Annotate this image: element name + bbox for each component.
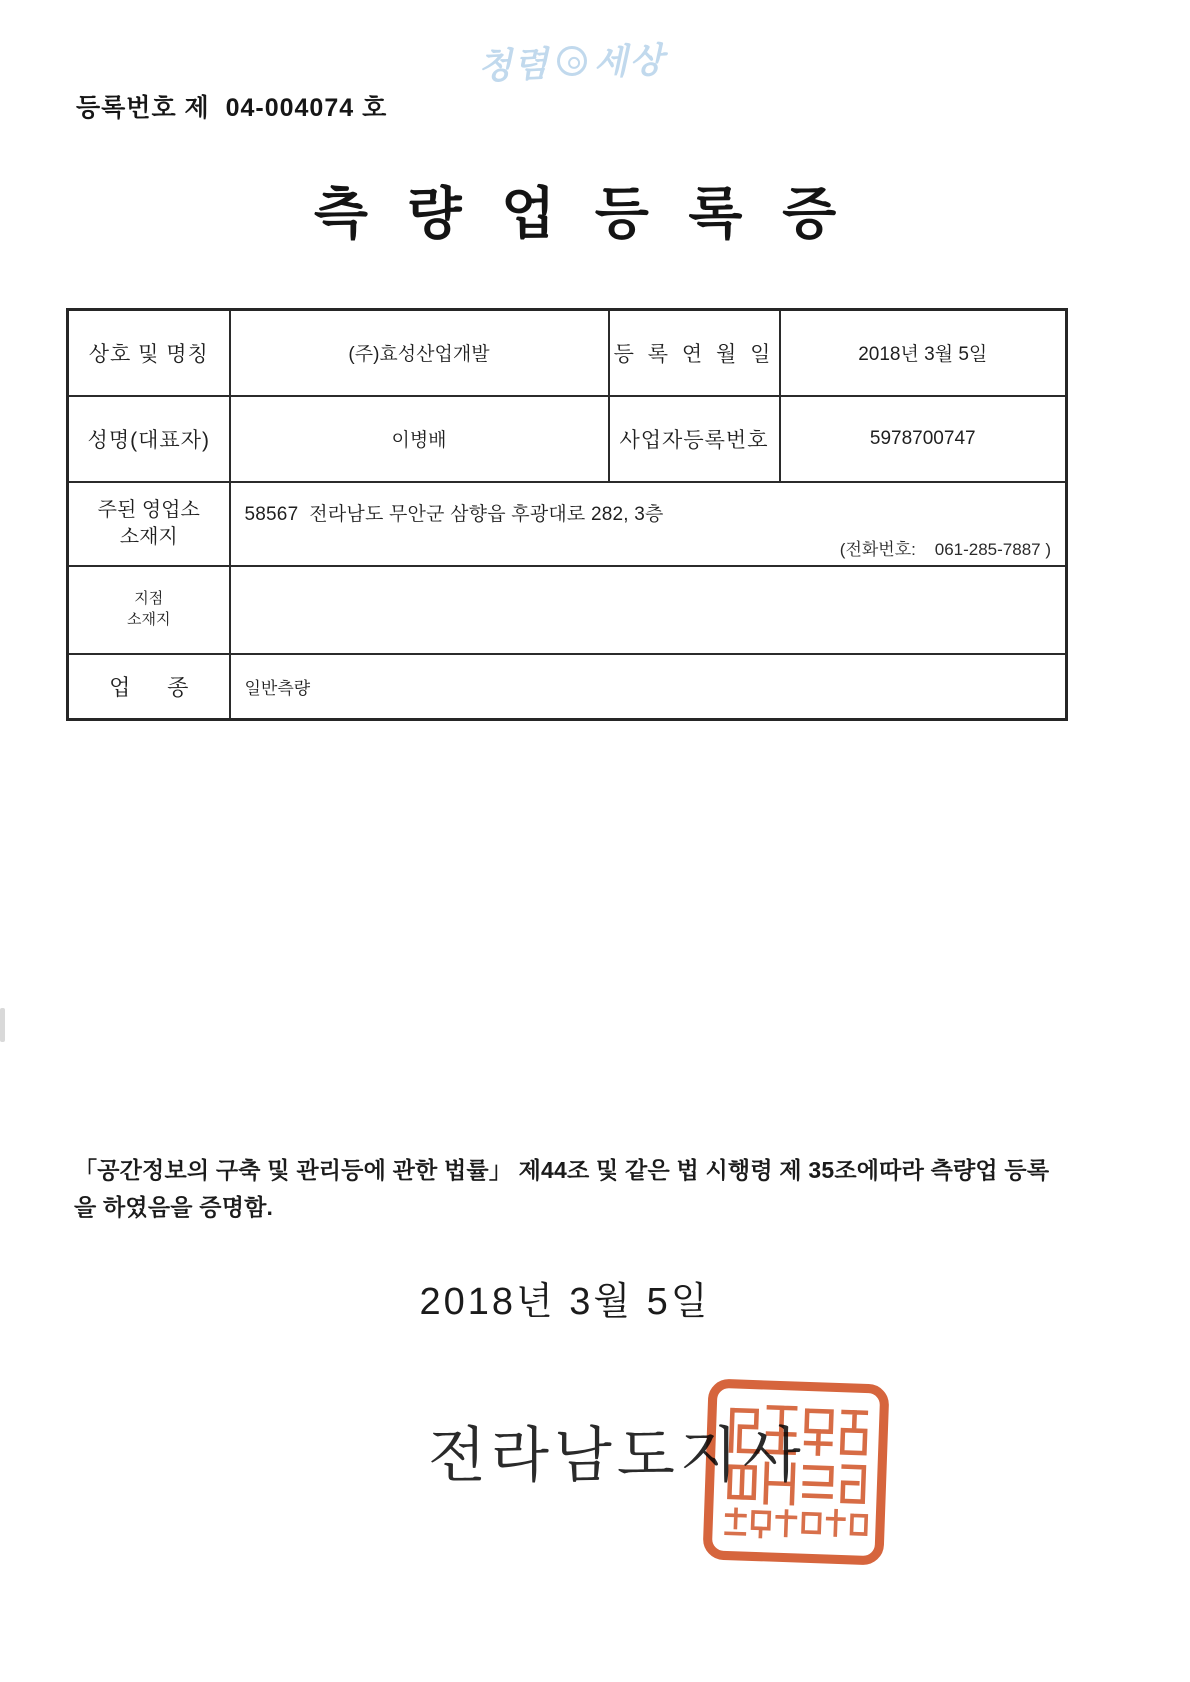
registration-info-table: [66, 308, 1068, 721]
company-name-value: (주)효성산업개발: [230, 310, 609, 396]
main-office-label: 주된 영업소 소재지: [68, 482, 230, 566]
scan-artifact: [0, 1008, 5, 1042]
table-row: [68, 396, 1067, 482]
table-row: [68, 654, 1067, 720]
watermark-text-left: 청렴: [477, 44, 551, 87]
certification-statement: [74, 1152, 1130, 1226]
issuer-name: 전라남도지사: [428, 1422, 806, 1489]
integrity-watermark: [477, 33, 666, 90]
main-office-address: 58567 전라남도 무안군 삼향읍 후광대로 282, 3층: [244, 503, 664, 525]
business-type-value: 일반측량: [230, 654, 1067, 720]
table-row: [68, 310, 1067, 396]
table-row: [68, 566, 1067, 654]
official-seal-stamp-icon: [697, 1373, 896, 1572]
branch-office-value: [230, 566, 1067, 654]
certification-line-1: 「공간정보의 구축 및 관리등에 관한 법률」 제44조 및 같은 법 시행령 제 35조에따라 측량업 등록: [74, 1157, 1050, 1183]
table-row: [68, 482, 1067, 566]
business-number-label: 사업자등록번호: [609, 396, 780, 482]
branch-office-label: 지점 소재지: [68, 566, 230, 654]
issue-date: 2018년 3월 5일: [419, 1281, 711, 1323]
certificate-title: 측 량 업 등 록 증: [313, 182, 849, 245]
certification-line-2: 을 하였음을 증명함.: [74, 1193, 274, 1220]
registration-number: 등록번호 제 04-004074 호: [76, 94, 388, 122]
watermark-text-right: 세상: [593, 40, 666, 83]
company-name-label: 상호 및 명칭: [68, 310, 230, 396]
representative-value: 이병배: [230, 396, 609, 482]
business-number-value: 5978700747: [780, 396, 1067, 482]
representative-label: 성명(대표자): [68, 396, 230, 482]
main-office-address-cell: [230, 482, 1067, 566]
business-type-label: 업 종: [68, 654, 230, 720]
phone-number: (전화번호: 061-285-7887 ): [839, 539, 1051, 559]
registration-date-label: 등 록 연 월 일: [609, 310, 780, 396]
watermark-emblem-icon: [556, 45, 587, 76]
registration-date-value: 2018년 3월 5일: [780, 310, 1067, 396]
